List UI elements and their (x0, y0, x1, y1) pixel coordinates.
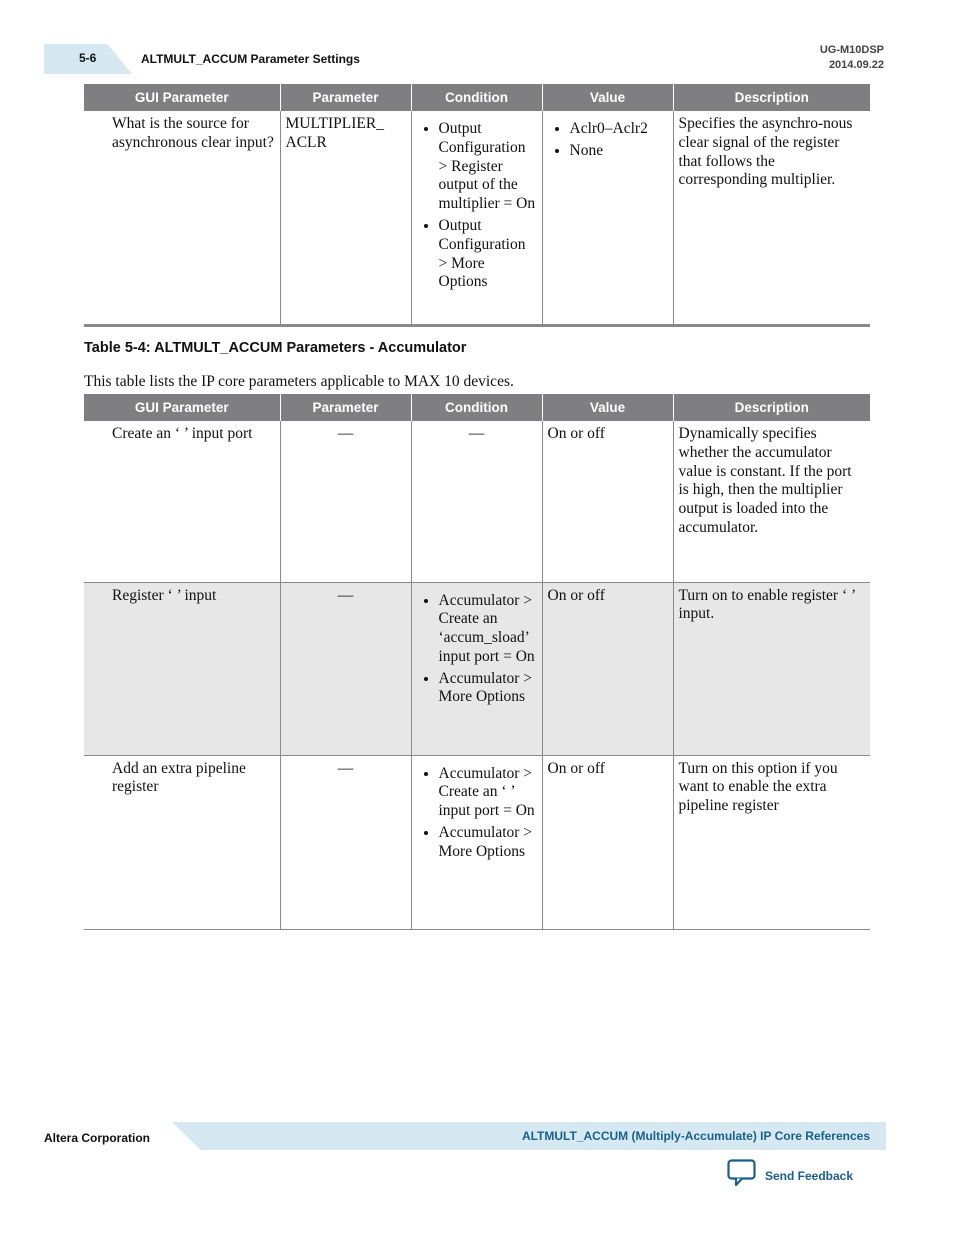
value-cell: On or off (542, 582, 673, 755)
condition-item: • Accumulator > More Options (439, 824, 537, 862)
table-row (84, 755, 870, 929)
value-cell: On or off (542, 755, 673, 929)
doc-date: 2014.09.22 (828, 59, 884, 71)
table-intro: This table lists the IP core parameters applicable to MAX 10 devices. (84, 373, 514, 390)
condition-item: • Accumulator > More Options (439, 670, 537, 708)
column-header: GUI Parameter (84, 394, 280, 421)
send-feedback-label[interactable]: Send Feedback (765, 1168, 854, 1183)
condition-item: • Output Configuration > Register output of the multiplier = On (439, 120, 537, 214)
table-header-row (84, 394, 870, 421)
condition-cell (411, 755, 542, 929)
chapter-link[interactable]: ALTMULT_ACCUM (Multiply-Accumulate) IP Core References (521, 1129, 870, 1143)
column-header: Condition (411, 84, 542, 111)
doc-info (820, 43, 884, 73)
column-header: Description (673, 394, 870, 421)
condition-cell (411, 582, 542, 755)
parameter-cell: MULTIPLIER_ ACLR (280, 111, 411, 325)
column-header: Value (542, 394, 673, 421)
table-header-row (84, 84, 870, 111)
send-feedback-link[interactable] (727, 1159, 853, 1192)
description-cell: Turn on this option if you want to enable the extra pipeline register (673, 755, 870, 929)
gui-parameter-cell: Create an ‘ ’ input port (84, 421, 280, 582)
description-cell: Specifies the asynchro-nous clear signal of the register that follows the corresponding multiplier. (673, 111, 870, 325)
gui-parameter-cell: Add an extra pipeline register (84, 755, 280, 929)
table-row (84, 421, 870, 582)
value-item: • None (570, 142, 668, 161)
column-header: Value (542, 84, 673, 111)
gui-parameter-cell: What is the source for asynchronous clear input? (84, 111, 280, 325)
condition-cell: — (411, 421, 542, 582)
parameter-cell: — (280, 421, 411, 582)
speech-bubble-icon (727, 1159, 757, 1192)
parameter-cell: — (280, 755, 411, 929)
description-cell: Turn on to enable register ‘ ’ input. (673, 582, 870, 755)
parameter-cell: — (280, 582, 411, 755)
column-header: Condition (411, 394, 542, 421)
table-caption: Table 5-4: ALTMULT_ACCUM Parameters - Accumulator (84, 340, 467, 356)
table-row (84, 582, 870, 755)
column-header: Parameter (280, 84, 411, 111)
section-title: ALTMULT_ACCUM Parameter Settings (141, 52, 360, 66)
gui-parameter-cell: Register ‘ ’ input (84, 582, 280, 755)
condition-cell (411, 111, 542, 325)
condition-item: • Accumulator > Create an ‘accum_sload’ input port = On (439, 592, 537, 667)
page-number: 5-6 (79, 51, 97, 65)
accumulator-parameters-table (84, 394, 870, 930)
table-row (84, 111, 870, 325)
column-header: Parameter (280, 394, 411, 421)
column-header: Description (673, 84, 870, 111)
value-item: • Aclr0–Aclr2 (570, 120, 668, 139)
condition-item: • Accumulator > Create an ‘ ’ input port = On (439, 765, 537, 821)
parameters-table-continued (84, 84, 870, 327)
description-cell: Dynamically specifies whether the accumulator value is constant. If the port is high, then the multiplier output is loaded into the accumulator. (673, 421, 870, 582)
company-name: Altera Corporation (44, 1131, 151, 1145)
column-header: GUI Parameter (84, 84, 280, 111)
condition-item: • Output Configuration > More Options (439, 217, 537, 292)
value-cell: On or off (542, 421, 673, 582)
value-cell (542, 111, 673, 325)
doc-id: UG-M10DSP (819, 44, 884, 56)
